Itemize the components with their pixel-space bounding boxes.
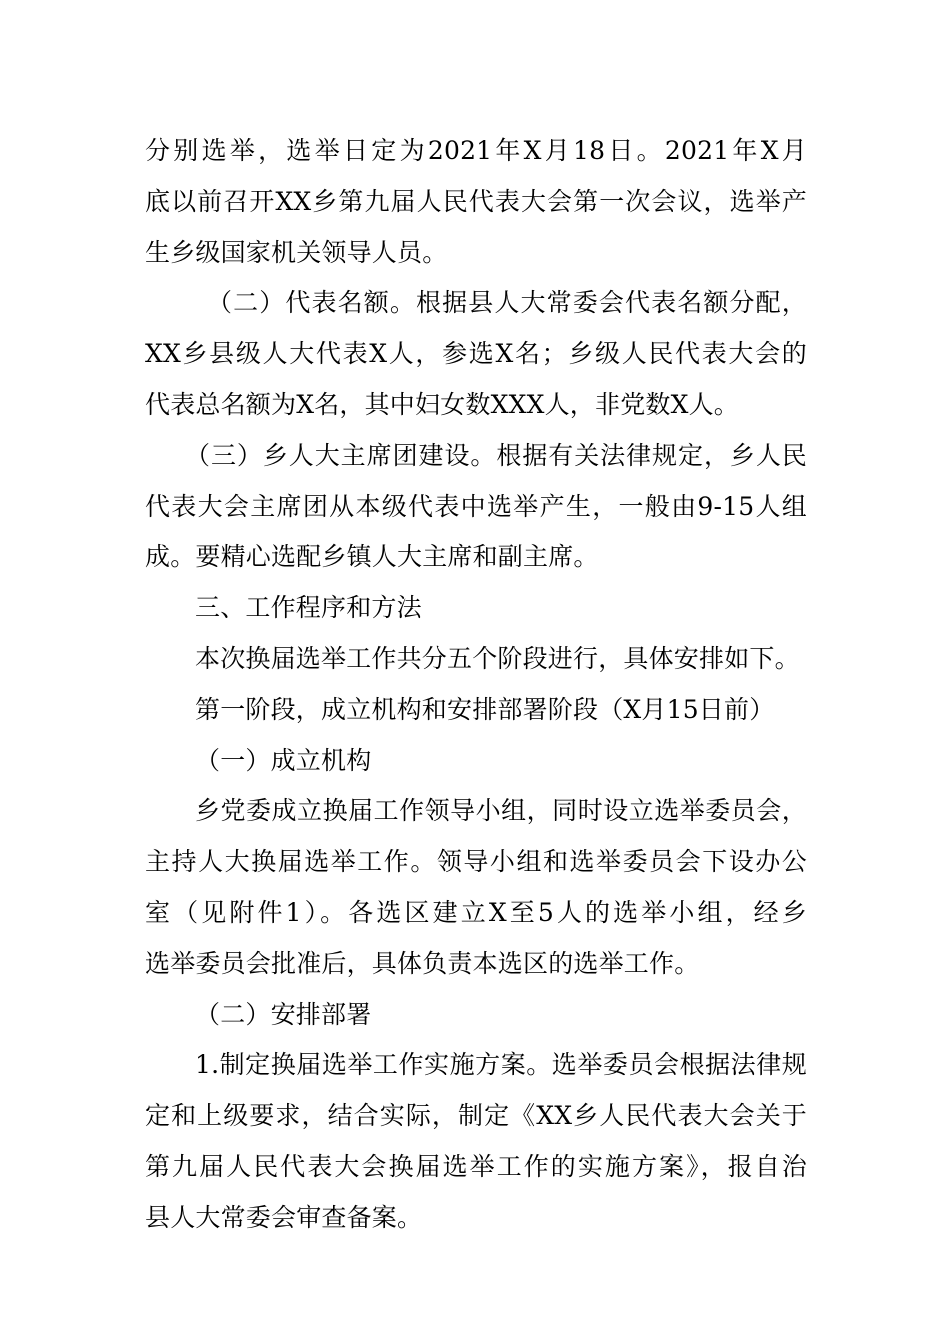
text-line: 乡党委成立换届工作领导小组，同时设立选举委员会， <box>195 796 807 826</box>
text-line: 代表大会主席团从本级代表中选举产生，一般由9-15人组 <box>145 491 807 521</box>
text-line: 分别选举，选举日定为2021年X月18日。2021年X月 <box>145 136 807 165</box>
text-line: XX乡县级人大代表X人，参选X名；乡级人民代表大会的 <box>145 339 807 369</box>
chapter-heading: 三、工作程序和方法 <box>195 593 422 623</box>
sub-heading: （一）成立机构 <box>195 745 372 775</box>
stage-heading: 第一阶段，成立机构和安排部署阶段（X月15日前） <box>195 694 775 724</box>
text-line: 选举委员会批准后，具体负责本选区的选举工作。 <box>145 948 700 978</box>
text-line: 代表总名额为X名，其中妇女数XXX人，非党数X人。 <box>145 389 739 419</box>
text-line: 县人大常委会审查备案。 <box>145 1202 423 1232</box>
text-line: 底以前召开XX乡第九届人民代表大会第一次会议，选举产 <box>145 186 807 216</box>
text-line: 第九届人民代表大会换届选举工作的实施方案》，报自治 <box>145 1151 807 1181</box>
text-line: 主持人大换届选举工作。领导小组和选举委员会下设办公 <box>145 847 807 877</box>
text-line: 室（见附件1）。各选区建立X至5人的选举小组，经乡 <box>145 897 807 927</box>
document-body <box>145 126 807 1244</box>
section-heading-line: （三）乡人大主席团建设。根据有关法律规定，乡人民 <box>185 440 807 470</box>
text-line: 本次换届选举工作共分五个阶段进行，具体安排如下。 <box>195 643 800 673</box>
text-line: 生乡级国家机关领导人员。 <box>145 237 448 267</box>
sub-heading: （二）安排部署 <box>195 999 372 1029</box>
text-line: 定和上级要求，结合实际，制定《XX乡人民代表大会关于 <box>145 1101 807 1131</box>
text-line: 成。要精心选配乡镇人大主席和副主席。 <box>145 542 599 572</box>
text-line: 1.制定换届选举工作实施方案。选举委员会根据法律规 <box>195 1050 807 1080</box>
section-heading-line: （二）代表名额。根据县人大常委会代表名额分配， <box>207 288 807 318</box>
